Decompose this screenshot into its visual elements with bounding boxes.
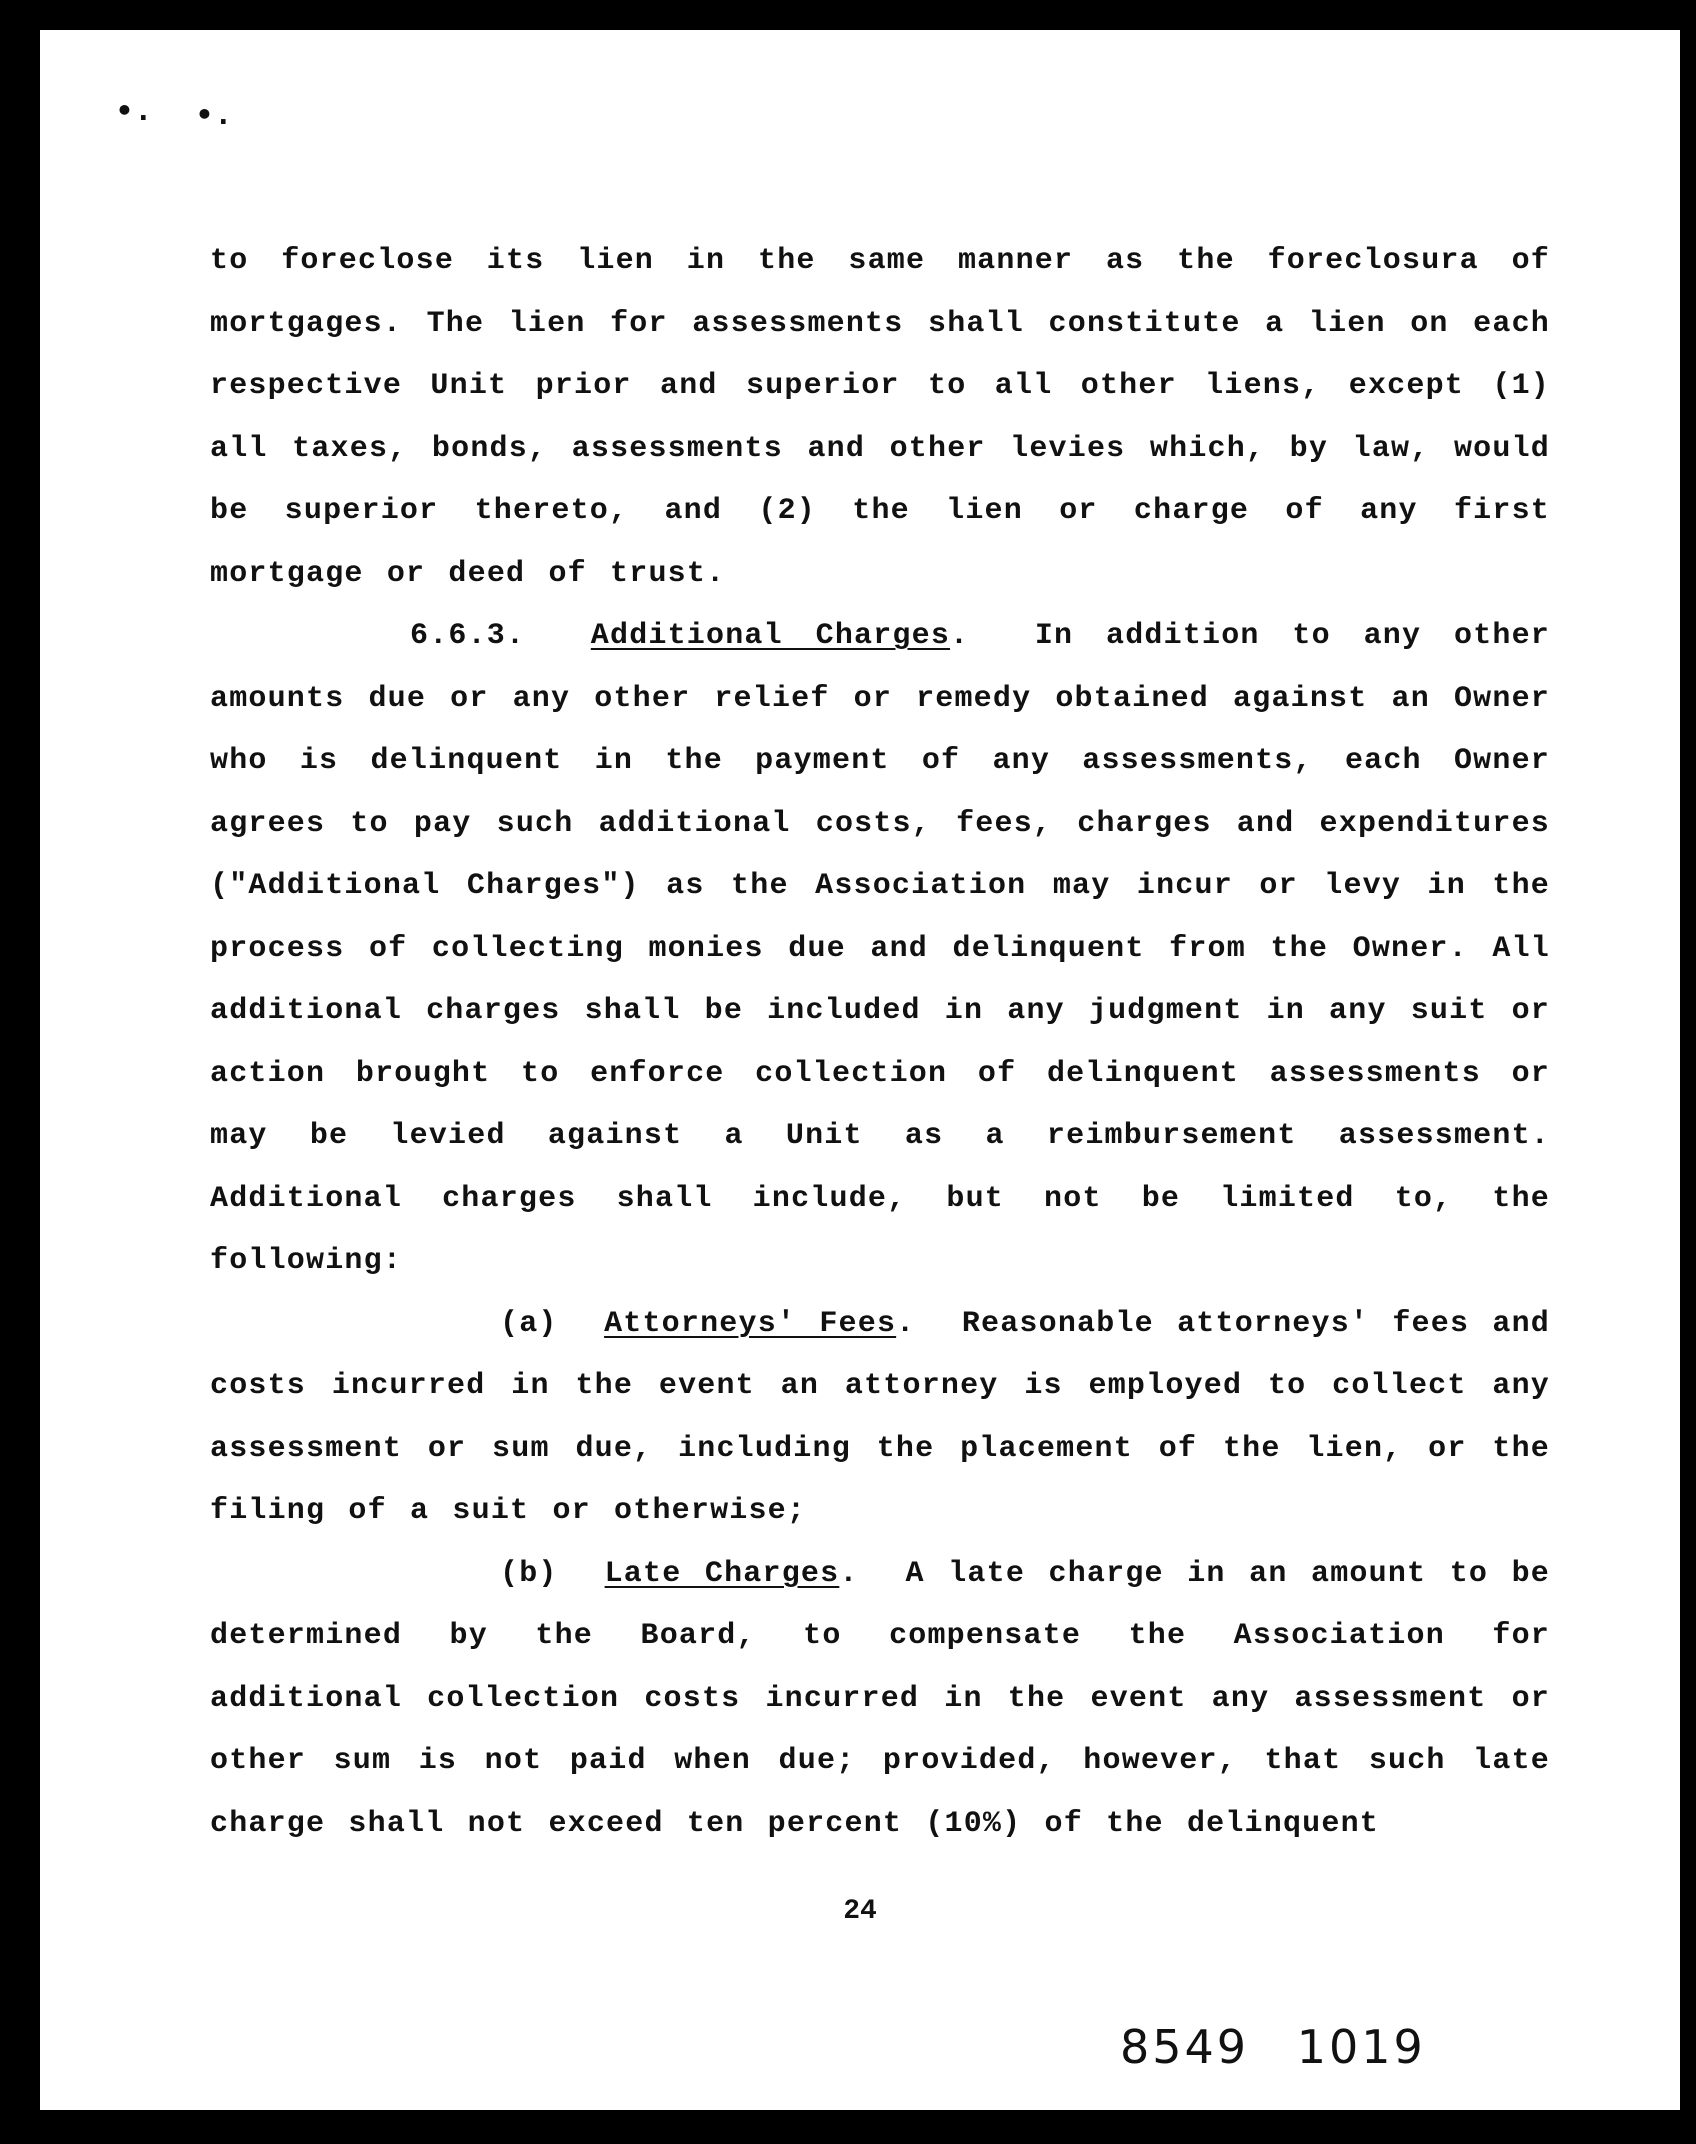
- item-b: [210, 1543, 1550, 1856]
- scan-mark: •.: [196, 98, 234, 131]
- section-number: 6.6.3.: [410, 619, 526, 653]
- item-a-label: (a): [500, 1306, 558, 1341]
- page-number: 24: [843, 1896, 877, 1927]
- document-body: [210, 230, 1550, 1855]
- item-a-title-punct: .: [896, 1306, 916, 1341]
- item-b-title-punct: .: [839, 1556, 859, 1591]
- scan-mark: •.: [116, 94, 154, 127]
- section-title: Additional Charges: [590, 619, 951, 653]
- paragraph-lien: to foreclose its lien in the same manner as the foreclosura of mortgages. The lien for assessments shall constitute a lien on each respective Unit prior and superior to all other liens, except (1) all taxes, bonds, assessments and other levies which, by law, would be superior thereto, and (2) the lien or charge of any first mortgage or deed of trust.: [210, 244, 1550, 591]
- item-a: [210, 1293, 1550, 1543]
- item-a-title: Attorneys' Fees: [604, 1306, 897, 1341]
- document-stamp-number: 8549 1019: [1120, 2020, 1426, 2074]
- item-b-title: Late Charges: [604, 1556, 840, 1591]
- item-b-label: (b): [500, 1556, 558, 1591]
- document-page: [40, 30, 1680, 2110]
- section-title-punct: .: [950, 619, 970, 653]
- section-6-6-3: [210, 605, 1550, 1293]
- item-a-text: Reasonable attorneys' fees and costs incurred in the event an attorney is employed to collect any assessment or sum due, including the placement of the lien, or the filing of a suit or otherwise;: [210, 1306, 1551, 1528]
- section-text: In addition to any other amounts due or any other relief or remedy obtained against an Owner who is delinquent in the payment of any assessments, each Owner agrees to pay such additional costs, fees, charges and expenditures ("Additional Charges") as the Association may incur or levy in the process of collecting monies due and delinquent from the Owner. All additional charges shall be included in any judgment in any suit or action brought to enforce collection of delinquent assessments or may be levied against a Unit as a reimbursement assessment. Additional charges shall include, but not be limited to, the following:: [210, 619, 1551, 1278]
- item-b-text: A late charge in an amount to be determined by the Board, to compensate the Association for additional collection costs incurred in the event any assessment or other sum is not paid when due; provided, however, that such late charge shall not exceed ten percent (10%) of the delinquent: [210, 1556, 1551, 1841]
